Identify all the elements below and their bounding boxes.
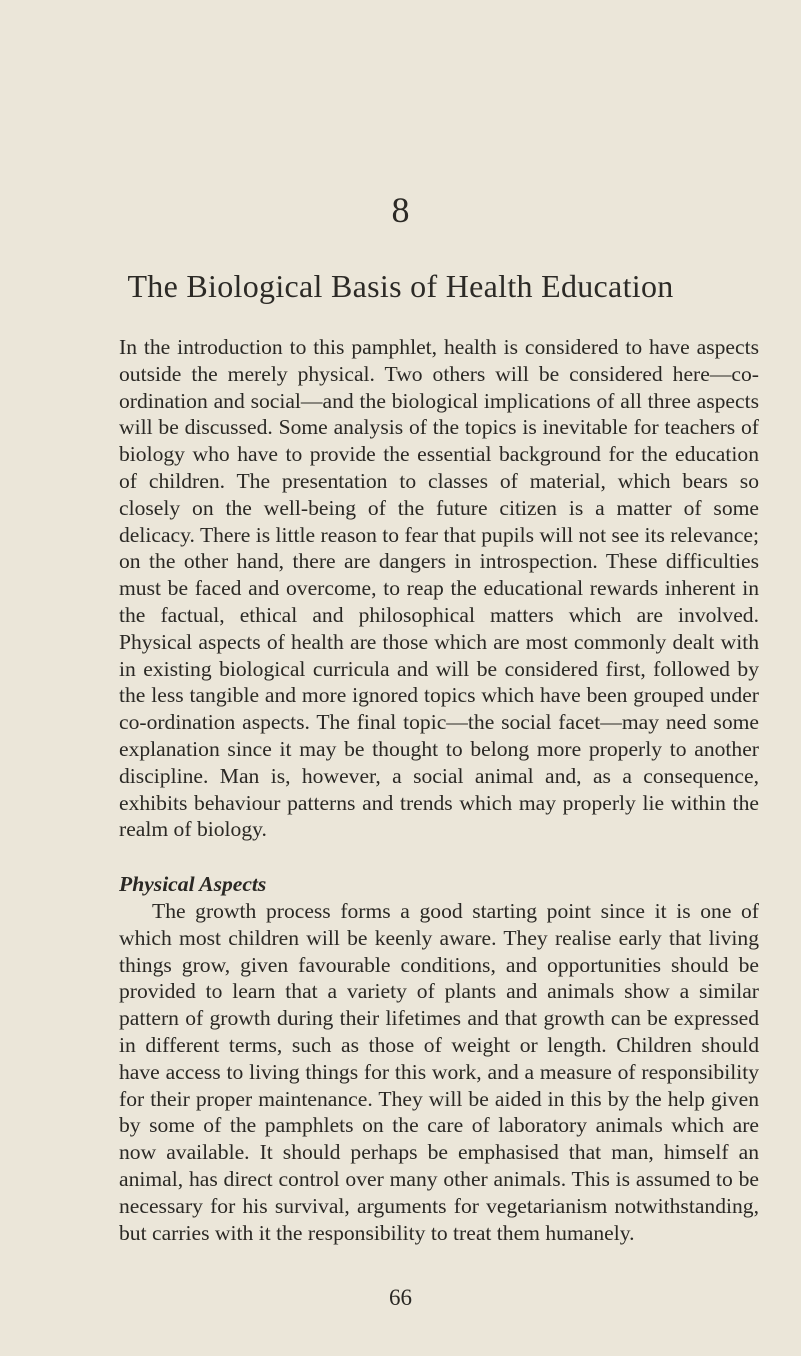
intro-paragraph: In the introduction to this pamphlet, health is considered to have aspects outside the merely physical. Two others will be considered here—co-ordination and social—and the biological implications of all three aspects will be discussed. Some analysis of the topics is inevitable for teachers of biology who have to provide the essential background for the education of children. The presentation to classes of material, which bears so closely on the well-being of the future citizen is a matter of some delicacy. There is little reason to fear that pupils will not see its relevance; on the other hand, there are dangers in introspection. These difficulties must be faced and overcome, to reap the educational rewards inherent in the factual, ethical and philosophical matters which are involved. Physical aspects of health are those which are most commonly dealt with in existing biological curricula and will be considered first, followed by the less tangible and more ignored topics which have been grouped under co-ordination aspects. The final topic—the social facet—may need some explanation since it may be thought to belong more properly to another discipline. Man is, however, a social animal and, as a consequence, exhibits behaviour patterns and trends which may properly lie within the realm of biology. <box>119 335 759 842</box>
section-paragraph: The growth process forms a good starting point since it is one of which most children will be keenly aware. They realise early that living things grow, given favourable conditions, and opportunities should be provided to learn that a variety of plants and animals show a similar pattern of growth during their lifetimes and that growth can be expressed in different terms, such as those of weight or length. Children should have access to living things for this work, and a measure of responsibility for their proper maintenance. They will be aided in this by the help given by some of the pamphlets on the care of laboratory animals which are now available. It should perhaps be emphasised that man, himself an animal, has direct control over many other animals. This is assumed to be necessary for his survival, arguments for vegetarianism notwithstanding, but carries with it the responsibility to treat them humanely. <box>119 899 759 1245</box>
chapter-number: 8 <box>391 190 410 230</box>
chapter-title: The Biological Basis of Health Education <box>127 268 674 304</box>
section-heading: Physical Aspects <box>119 872 267 896</box>
page-number: 66 <box>389 1285 412 1310</box>
